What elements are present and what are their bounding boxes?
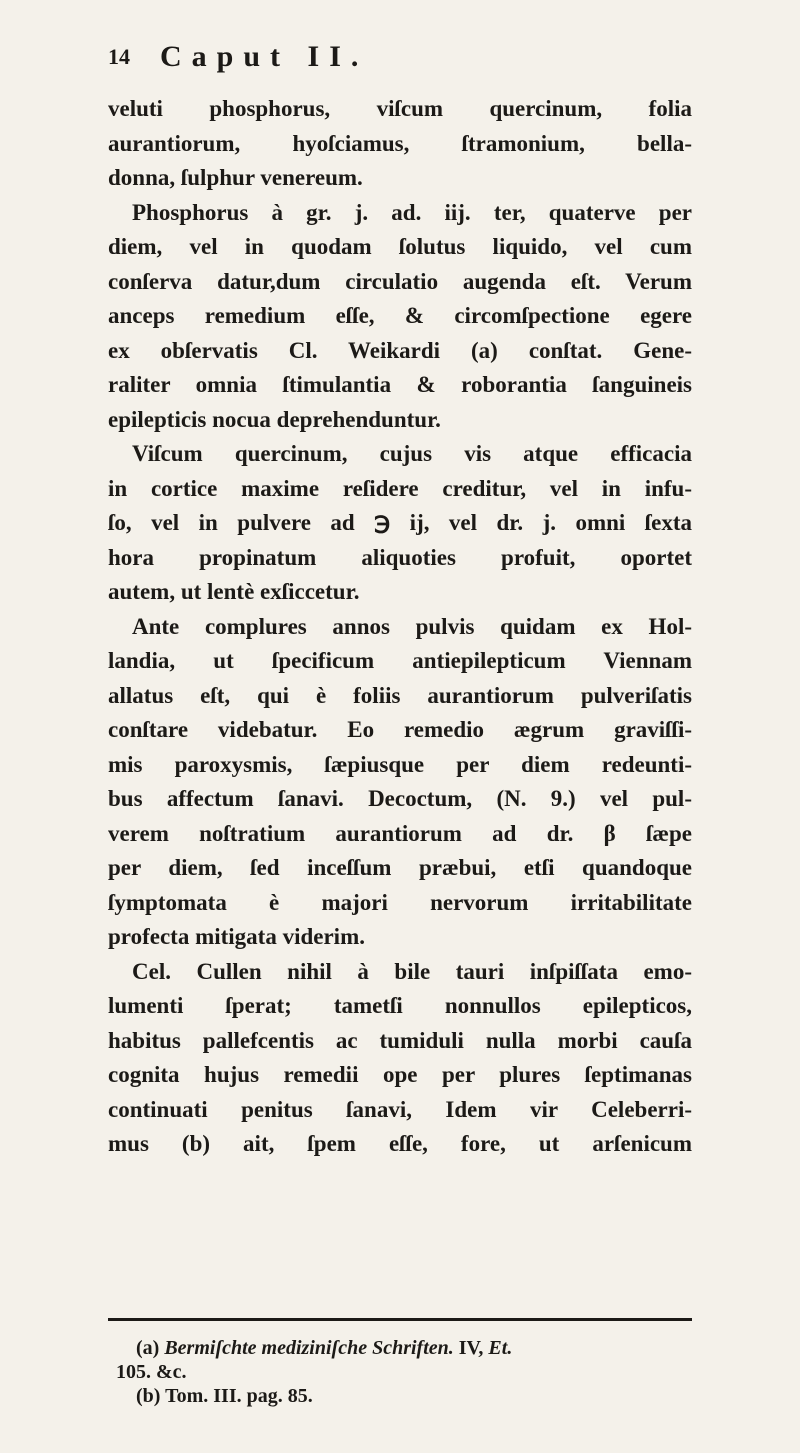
- footnote-a-tail: Et.: [488, 1337, 513, 1359]
- text-line: hora propinatum aliquoties profuit, oportet: [108, 544, 692, 570]
- footnote-a: [136, 1336, 692, 1360]
- text-line: ex obſervatis Cl. Weikardi (a) conſtat. Gene-: [108, 337, 692, 363]
- text-line: Viſcum quercinum, cujus vis atque efficacia: [132, 441, 692, 466]
- footnote-a-continuation: 105. &c.: [116, 1361, 187, 1383]
- text-line: Ante complures annos pulvis quidam ex Hol-: [132, 613, 692, 639]
- text-line: bus affectum ſanavi. Decoctum, (N. 9.) vel pul-: [108, 786, 692, 811]
- text-line: mis paroxysmis, ſæpiusque per diem redeunti-: [108, 751, 692, 777]
- footnote-rule: [108, 1318, 692, 1321]
- text-line: lumenti ſperat; tametſi nonnullos epilepticos,: [108, 993, 692, 1018]
- text-line: autem, ut lentè exſiccetur.: [108, 579, 360, 604]
- text-line: aurantiorum, hyoſciamus, ſtramonium, bella-: [108, 130, 692, 156]
- page-number: 14: [108, 44, 130, 69]
- text-line: cognita hujus remedii ope per plures ſeptimanas: [108, 1062, 692, 1087]
- footnote-b: (b) Tom. III. pag. 85.: [136, 1385, 313, 1407]
- text-line: veluti phosphorus, viſcum quercinum, folia: [108, 96, 692, 121]
- text-line: per diem, ſed inceſſum præbui, etſi quandoque: [108, 855, 692, 880]
- text-line: donna, ſulphur venereum.: [108, 165, 363, 190]
- text-line: habitus pallefcentis ac tumiduli nulla morbi cauſa: [108, 1027, 692, 1053]
- text-line: ſo, vel in pulvere ad ℈ ij, vel dr. j. omni ſexta: [108, 510, 692, 535]
- footnotes: [116, 1336, 692, 1408]
- text-line: verem noſtratium aurantiorum ad dr. β ſæpe: [108, 820, 692, 846]
- footnote-a-title: Bermiſchte mediziniſche Schriften.: [164, 1337, 454, 1359]
- text-line: ſymptomata è majori nervorum irritabilitate: [108, 889, 692, 915]
- text-line: epilepticis nocua deprehenduntur.: [108, 406, 441, 432]
- text-line: landia, ut ſpecificum antiepilepticum Viennam: [108, 648, 692, 673]
- footnote-a-mark: (a): [136, 1337, 160, 1359]
- text-line: conſtare videbatur. Eo remedio ægrum graviſſi-: [108, 717, 692, 742]
- body-text: [108, 92, 692, 1162]
- footnote-a-volume: IV,: [458, 1337, 484, 1359]
- text-line: allatus eſt, qui è foliis aurantiorum pulveriſatis: [108, 682, 692, 708]
- text-line: continuati penitus ſanavi, Idem vir Celeberri-: [108, 1096, 692, 1122]
- text-line: diem, vel in quodam ſolutus liquido, vel cum: [108, 234, 692, 259]
- text-line: Phosphorus à gr. j. ad. iij. ter, quaterve per: [132, 199, 692, 225]
- text-line: in cortice maxime reſidere creditur, vel in infu-: [108, 475, 692, 501]
- running-head: [108, 40, 708, 90]
- text-line: mus (b) ait, ſpem eſſe, fore, ut arſenicum: [108, 1131, 692, 1156]
- text-line: conſerva datur,dum circulatio augenda eſt. Verum: [108, 268, 692, 294]
- text-line: profecta mitigata viderim.: [108, 924, 365, 949]
- text-line: Cel. Cullen nihil à bile tauri inſpiſſata emo-: [132, 958, 692, 984]
- chapter-title: Caput II.: [160, 40, 369, 73]
- text-line: anceps remedium eſſe, & circomſpectione egere: [108, 303, 692, 328]
- text-line: raliter omnia ſtimulantia & roborantia ſanguineis: [108, 372, 692, 397]
